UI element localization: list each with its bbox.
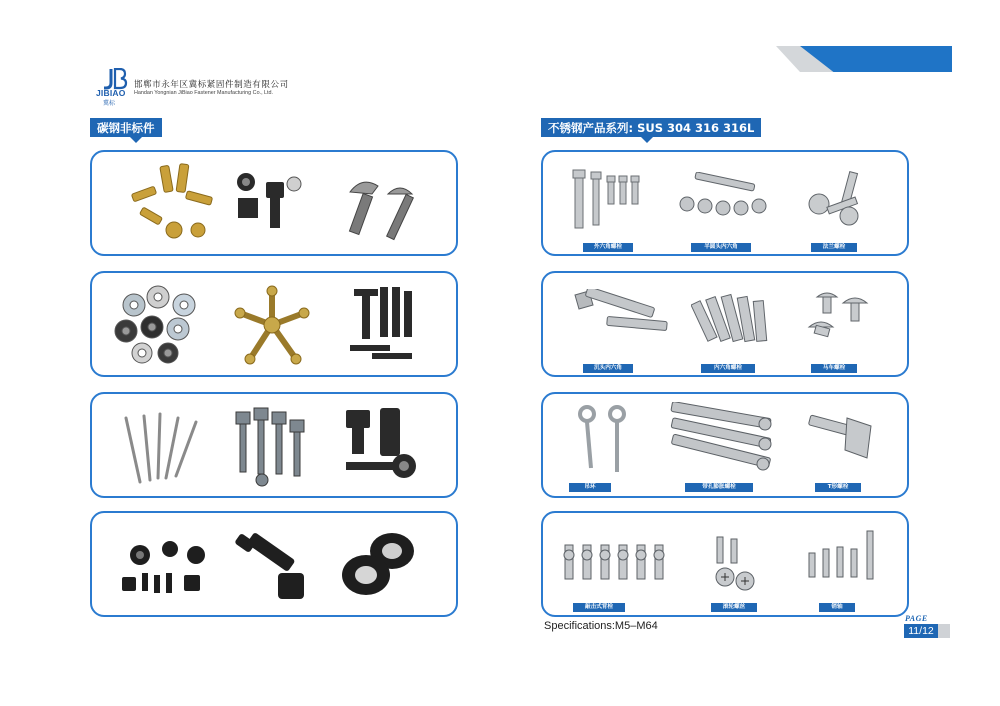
- caption-2: 半圆头内六角: [691, 243, 751, 252]
- caption-6: 马车螺栓: [811, 364, 857, 373]
- caption-1: 外六角螺栓: [583, 243, 633, 252]
- caption-10: 敲击式背栓: [573, 603, 625, 612]
- product-panel-stainless-3: [541, 392, 909, 498]
- left-section-header: [90, 118, 460, 140]
- caption-12: 销轴: [819, 603, 855, 612]
- slotted-nuts-image: [336, 529, 426, 605]
- wheel-stud-bolts-image: [122, 160, 222, 248]
- caption-11: 滚轮螺丝: [711, 603, 757, 612]
- caption-8: 带孔膨胀螺栓: [685, 483, 753, 492]
- product-panel-stainless-1: [541, 150, 909, 256]
- product-panel-stainless-4: [541, 511, 909, 617]
- t-head-bolts-image: [344, 285, 424, 365]
- countersunk-socket-image: [567, 289, 671, 351]
- expansion-bolts-image: [665, 402, 785, 478]
- shoulder-bolts-image: [340, 404, 422, 488]
- caption-9: T形螺栓: [815, 483, 861, 492]
- knurled-screws-image: [707, 533, 757, 595]
- page-label: PAGE: [905, 614, 928, 623]
- product-panel-carbon-3: [90, 392, 458, 498]
- page-number: 11/12: [904, 624, 938, 638]
- product-panel-carbon-4: [90, 511, 458, 617]
- company-name-cn: 邯郸市永年区冀标紧固件制造有限公司: [134, 80, 289, 90]
- right-section-title: 不锈钢产品系列: SUS 304 316 316L: [541, 118, 761, 137]
- long-pins-image: [116, 408, 206, 488]
- hex-bolts-ss-image: [565, 166, 655, 232]
- socket-head-bolts-ss-image: [691, 287, 775, 353]
- caption-7: 吊环: [569, 483, 611, 492]
- flange-bolts-ss-image: [799, 168, 873, 232]
- company-name-en: Handan Yongnian JiBiao Fastener Manufacturing Co., Ltd.: [134, 90, 274, 96]
- pins-ss-image: [803, 529, 883, 585]
- product-panel-stainless-2: [541, 271, 909, 377]
- star-spider-fitting-image: [232, 283, 312, 367]
- caption-3: 法兰螺栓: [811, 243, 857, 252]
- undercut-anchors-image: [561, 541, 681, 589]
- t-bolt-ss-image: [805, 412, 879, 470]
- specifications-text: Specifications:M5–M64: [544, 620, 658, 632]
- carriage-bolts-image: [342, 172, 432, 246]
- right-section-header: [541, 118, 911, 140]
- black-fasteners-set-image: [114, 525, 214, 607]
- header-notch: [641, 137, 653, 143]
- caption-4: 沉头内六角: [583, 364, 633, 373]
- hex-shaft-bolt-image: [226, 527, 316, 607]
- company-logo: [96, 68, 136, 107]
- carriage-bolts-ss-image: [803, 287, 875, 353]
- flange-bolts-image: [232, 404, 312, 488]
- logo-subtext: 冀标: [103, 100, 116, 107]
- weld-nuts-image: [112, 283, 212, 367]
- eye-bolts-image: [573, 404, 633, 476]
- product-panel-carbon-2: [90, 271, 458, 377]
- page-number-decor: [938, 624, 950, 638]
- button-head-socket-image: [675, 172, 771, 230]
- left-section-title: 碳钢非标件: [90, 118, 162, 137]
- logo-mark-icon: [102, 68, 128, 90]
- header-notch: [130, 137, 142, 143]
- caption-5: 内六角螺栓: [701, 364, 755, 373]
- logo-text: JIBIAO: [96, 88, 126, 98]
- square-head-bolts-image: [232, 168, 312, 246]
- product-panel-carbon-1: [90, 150, 458, 256]
